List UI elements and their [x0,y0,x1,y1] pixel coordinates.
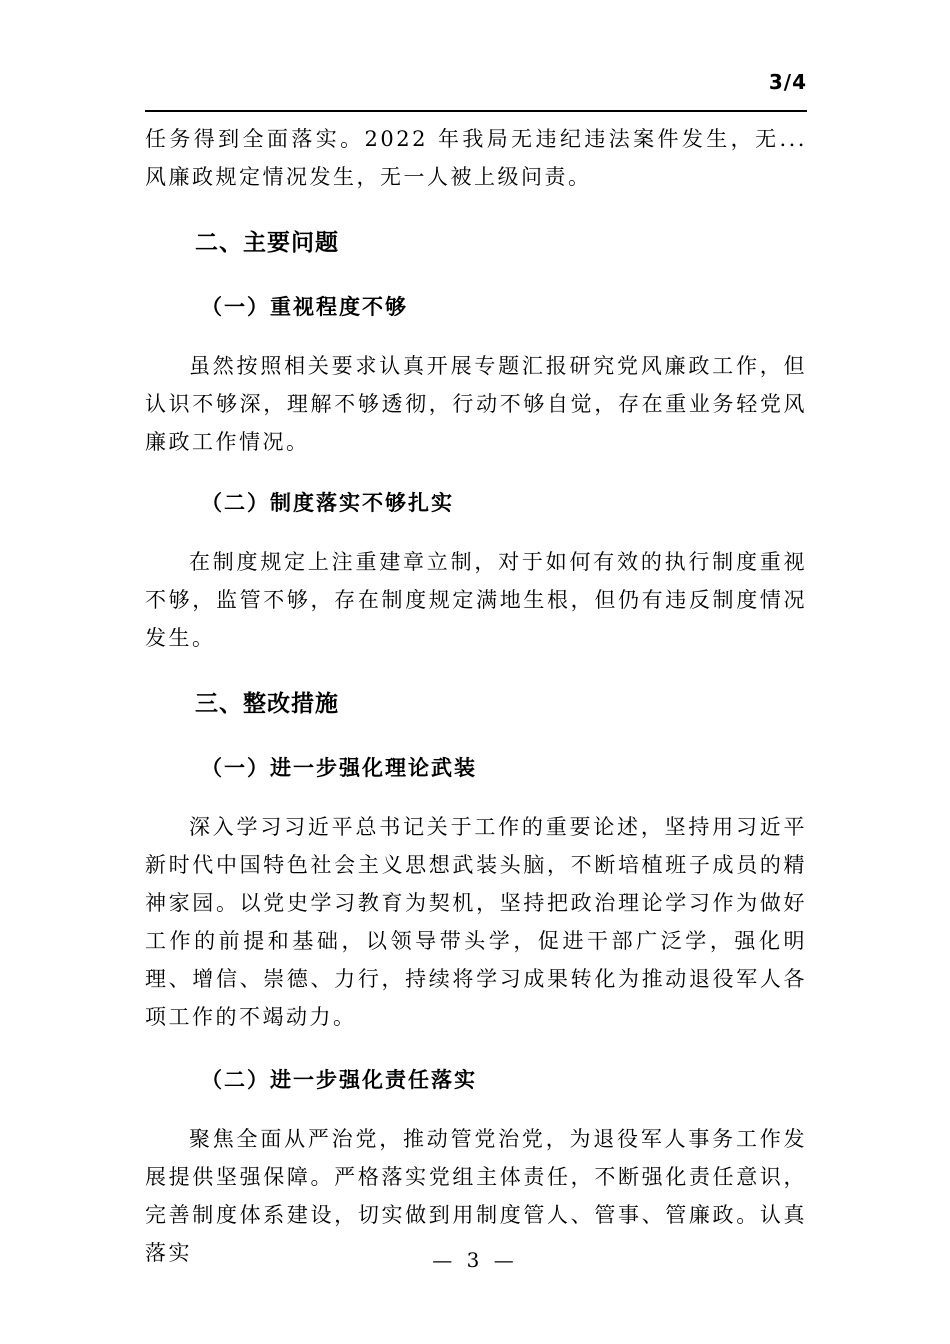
paragraph-continuation: 任务得到全面落实。2022 年我局无违纪违法案件发生，无...风廉政规定情况发生，无一人被上级问责。 [145,127,807,189]
paragraph-responsibility: 聚焦全面从严治党，推动管党治党，为退役军人事务工作发展提供坚强保障。严格落实党组主体责任，不断强化责任意识，完善制度体系建设，切实做到用制度管人、管事、管廉政。认真落实 [145,1127,807,1265]
paragraph-attention: 虽然按照相关要求认真开展专题汇报研究党风廉政工作，但认识不够深，理解不够透彻，行动不够自觉，存在重业务轻党风廉政工作情况。 [145,354,807,454]
paragraph-system: 在制度规定上注重建章立制，对于如何有效的执行制度重视不够，监管不够，存在制度规定满地生根，但仍有违反制度情况发生。 [145,550,807,650]
section-heading-measures: 三、整改措施 [195,691,339,717]
section-heading-problems: 二、主要问题 [195,230,339,256]
subheading-theory: （一）进一步强化理论武装 [201,756,477,780]
page-number: — 3 — [432,1248,518,1272]
paragraph-theory: 深入学习习近平总书记关于工作的重要论述，坚持用习近平新时代中国特色社会主义思想武装头脑，不断培植班子成员的精神家园。以党史学习教育为契机，坚持把政治理论学习作为做好工作的前提和基础，以领导带头学，促进干部广泛学，强化明理、增信、崇德、力行，持续将学习成果转化为推动退役军人各项工作的不竭动力。 [145,815,807,1029]
subheading-attention: （一）重视程度不够 [201,295,408,319]
subheading-system: （二）制度落实不够扎实 [201,491,454,515]
document-body [145,120,807,1272]
page-counter: 3/4 [768,70,807,94]
header-rule [145,110,807,112]
subheading-responsibility: （二）进一步强化责任落实 [201,1068,477,1092]
